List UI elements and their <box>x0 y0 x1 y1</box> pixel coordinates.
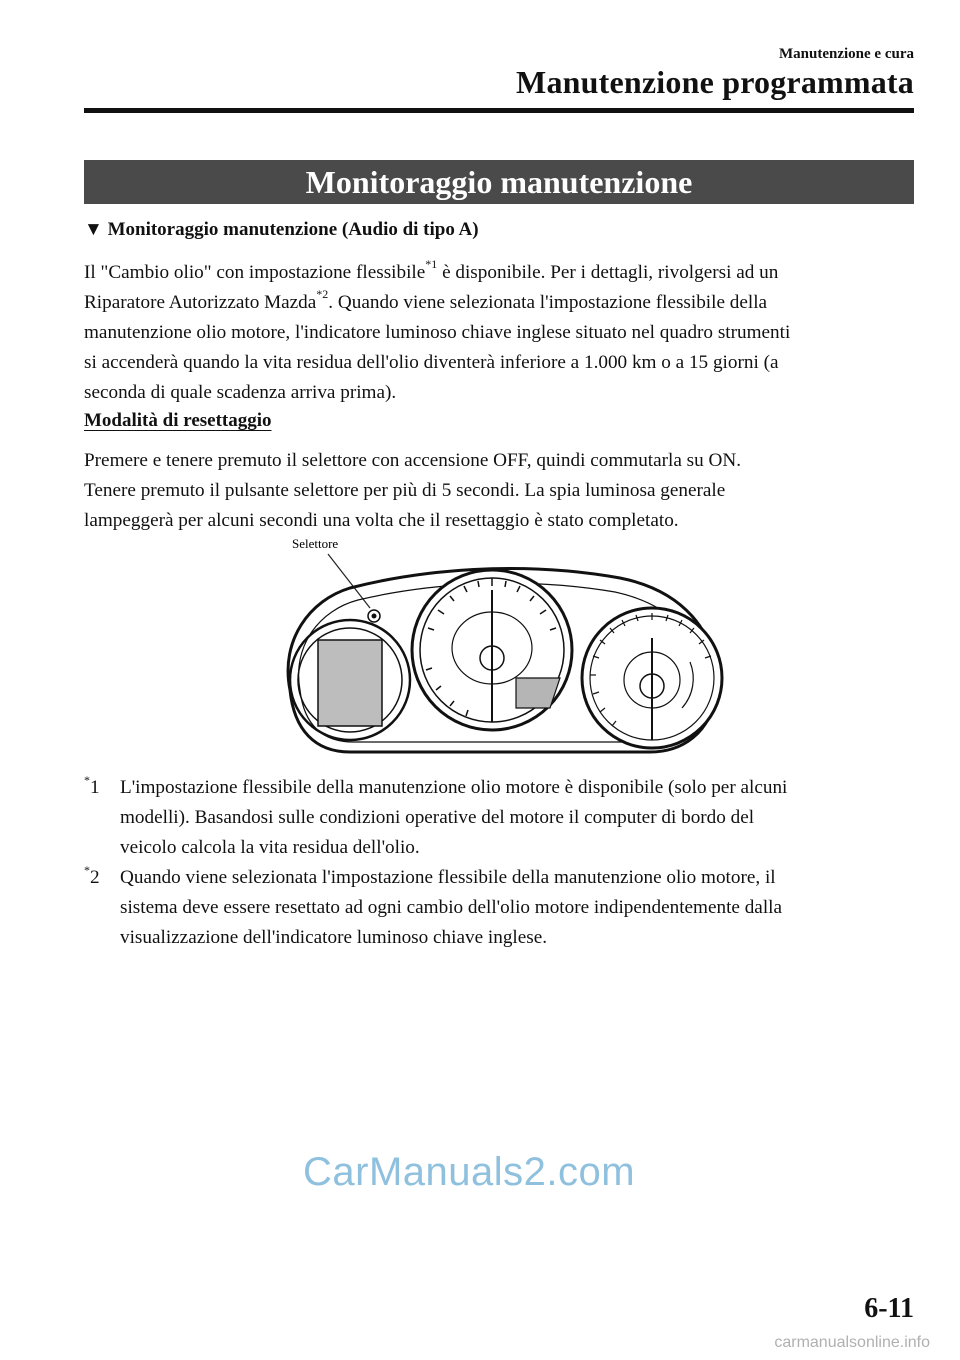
footnote-1-line-3: veicolo calcola la vita residua dell'olio. <box>120 837 420 858</box>
footnote-2 <box>84 863 914 953</box>
footnotes <box>84 773 914 953</box>
section-banner: Monitoraggio manutenzione <box>84 160 914 204</box>
footnote-1-line-1: L'impostazione flessibile della manutenzione olio motore è disponibile (solo per alcuni <box>120 777 788 798</box>
footnote-2-mark: *2 <box>84 862 100 888</box>
footnote-ref-1: *1 <box>425 256 438 271</box>
intro-text-7: seconda di quale scadenza arriva prima). <box>84 382 397 403</box>
triangle-marker-icon: ▼ <box>84 219 103 240</box>
selector-leader-line <box>328 554 370 608</box>
page-number: 6-11 <box>864 1293 914 1324</box>
reset-text-1a: Premere e tenere premuto il selettore con accensione OFF, quindi commutarla su <box>84 450 709 471</box>
intro-paragraph <box>84 258 914 408</box>
subheading-text: Monitoraggio manutenzione (Audio di tipo A) <box>107 219 479 240</box>
watermark-logo: CarManuals2.com <box>303 1150 636 1194</box>
reset-text-on: ON <box>708 450 737 471</box>
footnote-2-line-3: visualizzazione dell'indicatore luminoso chiave inglese. <box>120 927 548 948</box>
intro-text-2: è disponibile. Per i dettagli, rivolgersi ad un <box>437 262 779 283</box>
selector-button-dot <box>372 614 377 619</box>
footnote-1-line-2: modelli). Basandosi sulle condizioni operative del motore il computer di bordo del <box>120 807 755 828</box>
header-rule <box>84 108 914 113</box>
footnote-1 <box>84 773 914 863</box>
chapter-title: Manutenzione programmata <box>516 64 914 100</box>
reset-mode-title: Modalità di resettaggio <box>84 410 272 431</box>
subheading <box>84 219 479 241</box>
intro-text-5: manutenzione olio motore, l'indicatore luminoso chiave inglese situato nel quadro strumenti <box>84 322 791 343</box>
reset-text-3: lampeggerà per alcuni secondi una volta che il resettaggio è stato completato. <box>84 510 679 531</box>
footnote-2-line-2: sistema deve essere resettato ad ogni cambio dell'olio motore indipendentemente dalla <box>120 897 783 918</box>
intro-text-1: Il "Cambio olio" con impostazione flessibile <box>84 262 426 283</box>
reset-paragraph <box>84 446 914 536</box>
footer-watermark: carmanualsonline.info <box>774 1334 930 1351</box>
reset-text-2: Tenere premuto il pulsante selettore per più di 5 secondi. La spia luminosa generale <box>84 480 726 501</box>
left-display-screen <box>318 640 382 726</box>
instrument-cluster-figure <box>270 530 730 770</box>
reset-text-1c: . <box>736 450 742 471</box>
footnote-2-line-1: Quando viene selezionata l'impostazione flessibile della manutenzione olio motore, il <box>120 867 776 888</box>
section-title: Manutenzione e cura <box>779 46 914 62</box>
intro-text-6: si accenderà quando la vita residua dell'olio diventerà inferiore a 1.000 km o a 15 giorni (a <box>84 352 779 373</box>
footnote-1-mark: *1 <box>84 772 100 798</box>
intro-text-3: Riparatore Autorizzato Mazda <box>84 292 317 313</box>
intro-text-4: . Quando viene selezionata l'impostazione flessibile della <box>328 292 768 313</box>
footnote-ref-2: *2 <box>316 286 329 301</box>
selector-label: Selettore <box>292 536 339 551</box>
